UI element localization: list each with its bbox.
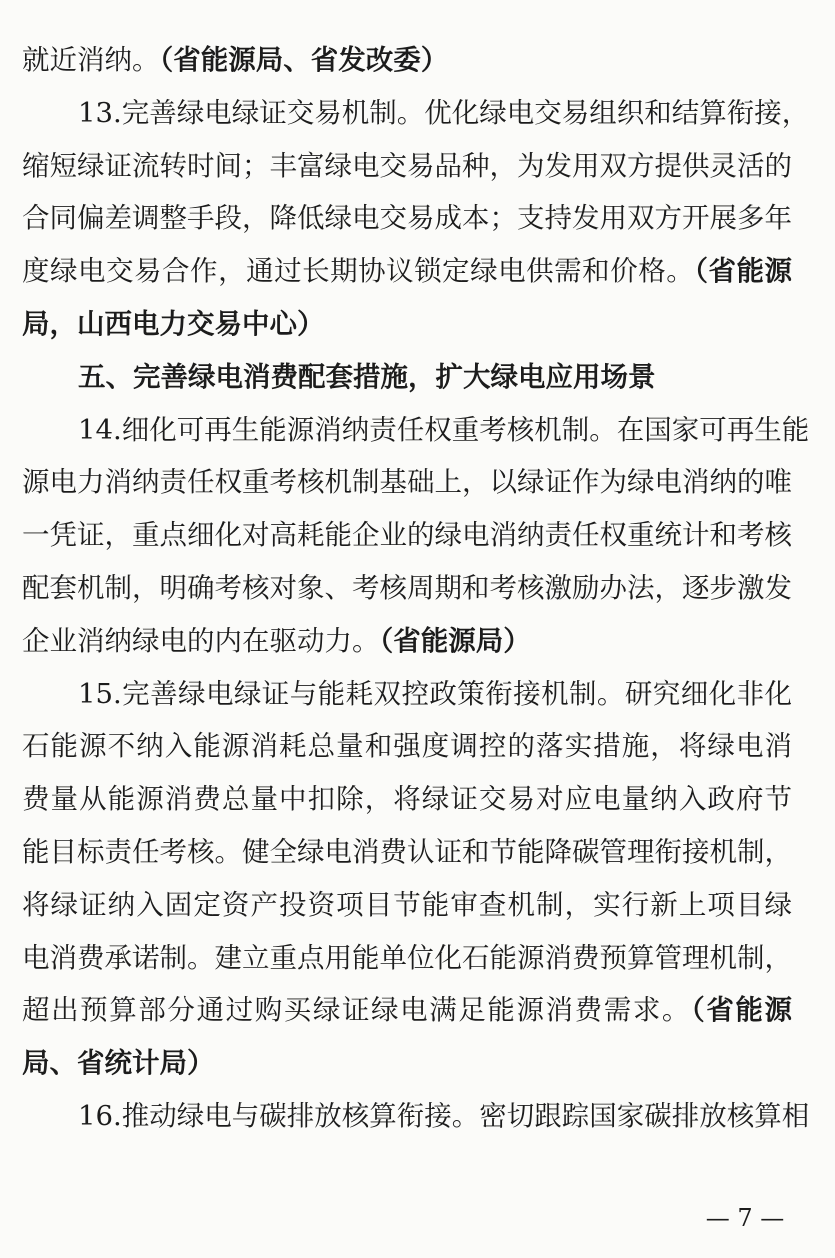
text-segment: 缩短绿证流转时间；丰富绿电交易品种，为发用双方提供灵活的 (22, 149, 792, 182)
text-segment: 合同偏差调整手段，降低绿电交易成本；支持发用双方开展多年 (22, 202, 792, 235)
text-segment: 13.完善绿电绿证交易机制。优化绿电交易组织和结算衔接， (78, 96, 810, 129)
bold-text-segment: 局，山西电力交易中心） (22, 308, 325, 340)
bold-text-segment: （省能源 (694, 255, 793, 288)
text-segment: 企业消纳绿电的内在驱动力。 (22, 624, 380, 657)
text-line (78, 1096, 810, 1136)
text-segment: 费量从能源消费总量中扣除，将绿证交易对应电量纳入政府节 (22, 783, 792, 816)
text-line (22, 726, 792, 766)
bold-text-segment: （省能源局） (379, 624, 531, 657)
bold-text-segment: （省能源 (691, 994, 793, 1027)
text-segment: 16.推动绿电与碳排放核算衔接。密切跟踪国家碳排放核算相 (78, 1100, 810, 1132)
text-segment: 15.完善绿电绿证与能耗双控政策衔接机制。研究细化非化 (78, 677, 792, 710)
text-segment: 将绿证纳入固定资产投资项目节能审查机制，实行新上项目绿 (22, 888, 792, 921)
text-line (22, 938, 792, 978)
text-line (78, 357, 792, 397)
text-line (22, 198, 792, 238)
text-line (22, 146, 792, 186)
text-segment: 石能源不纳入能源消耗总量和强度调控的落实措施，将绿电消 (22, 730, 792, 763)
text-segment: 电消费承诺制。建立重点用能单位化石能源消费预算管理机制， (22, 941, 792, 974)
page-number: — 7 — (705, 1204, 785, 1232)
bold-text-segment: 五、完善绿电消费配套措施，扩大绿电应用场景 (78, 360, 656, 393)
text-line (22, 515, 792, 555)
text-segment: 源电力消纳责任权重考核机制基础上，以绿证作为绿电消纳的唯 (22, 466, 792, 499)
text-line (22, 251, 792, 291)
text-line (22, 304, 792, 344)
text-line (22, 40, 792, 80)
text-segment: 度绿电交易合作，通过长期协议锁定绿电供需和价格。 (22, 255, 695, 288)
text-segment: 14.细化可再生能源消纳责任权重考核机制。在国家可再生能 (78, 413, 810, 446)
text-segment: 能目标责任考核。健全绿电消费认证和节能降碳管理衔接机制， (22, 836, 792, 868)
text-segment: 就近消纳。 (22, 44, 160, 76)
text-line (22, 779, 792, 819)
text-line (22, 1043, 792, 1083)
bold-text-segment: （省能源局、省发改委） (159, 44, 449, 76)
text-line (22, 990, 792, 1030)
text-line (78, 674, 792, 714)
text-segment: 配套机制，明确考核对象、考核周期和考核激励办法，逐步激发 (22, 572, 792, 604)
text-line (22, 621, 792, 661)
text-line (22, 568, 792, 608)
text-segment: 一凭证，重点细化对高耗能企业的绿电消纳责任权重统计和考核 (22, 519, 792, 552)
text-line (22, 832, 792, 872)
bold-text-segment: 局、省统计局） (22, 1047, 215, 1080)
text-segment: 超出预算部分通过购买绿证绿电满足能源消费需求。 (22, 994, 691, 1027)
text-line (22, 462, 792, 502)
text-line (22, 885, 792, 925)
text-line (78, 93, 810, 133)
text-line (78, 410, 810, 450)
